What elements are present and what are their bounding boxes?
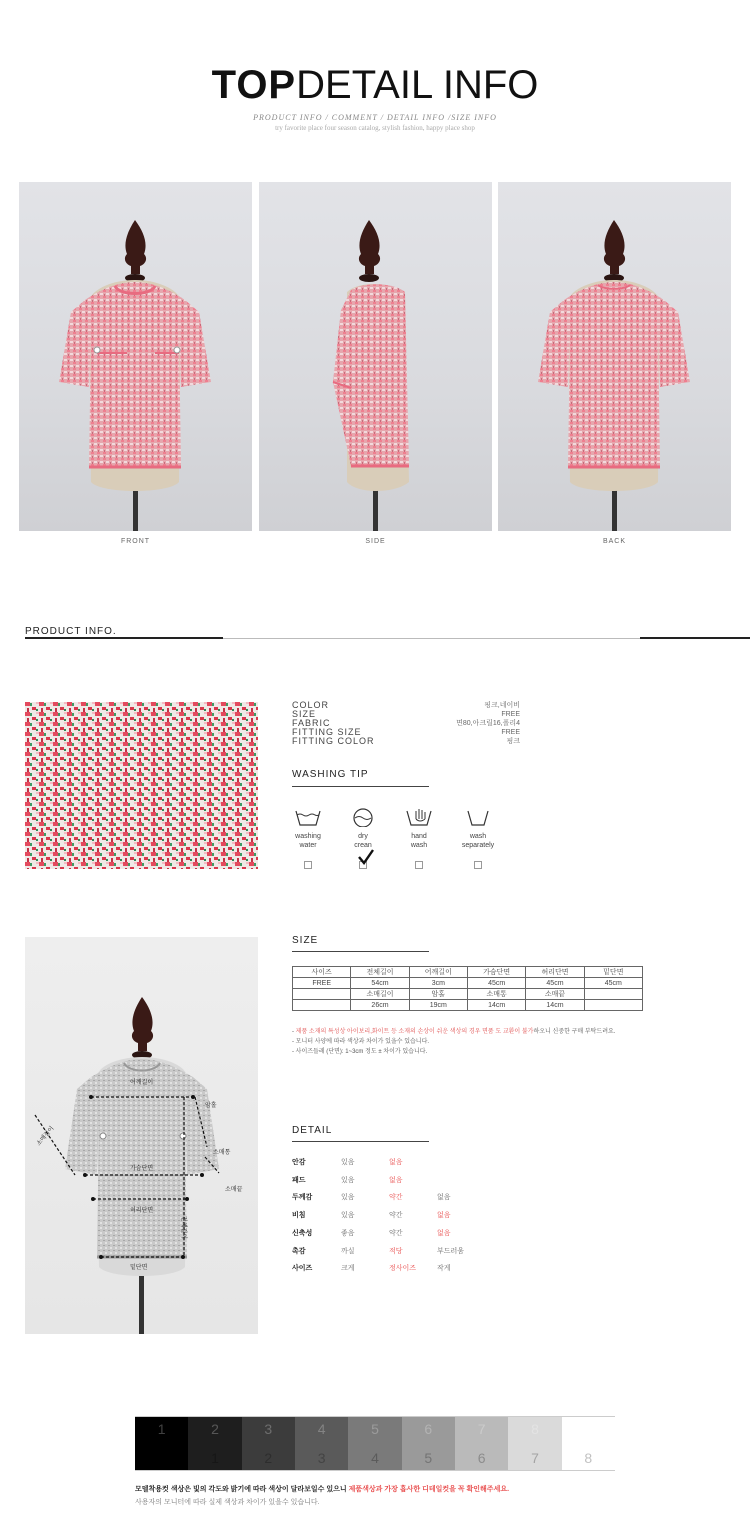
swatch-number-top: 4 <box>317 1421 326 1437</box>
product-info-heading: PRODUCT INFO. <box>25 626 117 637</box>
detail-option: 없음 <box>437 1229 451 1237</box>
wash-label-hand: hand wash <box>410 833 428 849</box>
table-cell <box>293 1000 351 1011</box>
wash-separately-icon <box>453 807 503 827</box>
spec-fabric-value: 면80,아크릴16,폴리4 <box>456 720 520 727</box>
color-swatch <box>348 1417 401 1470</box>
wash-label-separately: wash separately <box>461 833 495 849</box>
table-cell: 사이즈 <box>293 967 351 978</box>
divider <box>25 637 223 639</box>
footer-note-2: 사용자의 모니터에 따라 실제 색상과 차이가 있을수 있습니다. <box>135 1499 320 1506</box>
detail-heading: DETAIL <box>292 1125 333 1136</box>
label-sleeve-width: 소매통 <box>213 1150 231 1156</box>
swatch-number-bottom: 1 <box>211 1450 219 1466</box>
detail-row-label: 비침 <box>292 1212 306 1220</box>
size-heading: SIZE <box>292 935 319 946</box>
swatch-number-top: 8 <box>531 1421 539 1437</box>
detail-option: 크게 <box>341 1265 355 1273</box>
washing-tip-heading: WASHING TIP <box>292 769 369 780</box>
label-armhole: 암홀 <box>205 1103 217 1109</box>
checkmark-icon <box>357 849 375 865</box>
color-swatch <box>455 1417 508 1470</box>
table-cell: 밑단면 <box>584 967 642 978</box>
swatch-number-bottom: 2 <box>264 1450 273 1466</box>
divider <box>292 951 429 952</box>
table-cell: 26cm <box>351 1000 409 1011</box>
swatch-number-top: 7 <box>477 1421 486 1437</box>
detail-option: 작게 <box>437 1265 451 1273</box>
detail-row <box>292 1157 512 1169</box>
table-cell: 소매끝 <box>526 989 584 1000</box>
swatch-number-top: 1 <box>157 1421 166 1437</box>
table-row <box>293 1000 643 1011</box>
label-chest: 가슴단면 <box>130 1166 154 1172</box>
color-swatch <box>562 1417 615 1470</box>
table-cell: 45cm <box>584 978 642 989</box>
spec-color-value: 핑크,네이비 <box>484 702 520 709</box>
detail-option: 있음 <box>341 1194 355 1202</box>
detail-option: 약간 <box>389 1229 403 1237</box>
photo-back <box>498 182 731 531</box>
detail-option: 약간 <box>389 1212 403 1220</box>
dry-clean-icon <box>338 807 388 827</box>
table-row <box>293 978 643 989</box>
spec-fitting-color-value: 핑크 <box>506 738 520 745</box>
hand-wash-icon <box>394 807 444 827</box>
detail-row-label: 신축성 <box>292 1229 313 1237</box>
title-bold: TOP <box>211 63 297 107</box>
detail-option: 있음 <box>341 1159 355 1166</box>
table-cell <box>584 1000 642 1011</box>
label-hem: 밑단면 <box>130 1265 148 1271</box>
detail-row-label: 촉감 <box>292 1247 306 1255</box>
photo-side <box>259 182 492 531</box>
detail-option: 약간 <box>389 1194 403 1202</box>
swatch-number-top: 2 <box>211 1421 219 1437</box>
fabric-swatch-image <box>25 702 258 869</box>
detail-row-label: 두께감 <box>292 1194 313 1202</box>
table-cell: 45cm <box>467 978 525 989</box>
detail-option: 있음 <box>341 1176 355 1184</box>
label-total-length: 전체길이 <box>180 1215 187 1240</box>
table-cell: 54cm <box>351 978 409 989</box>
spec-fitting-color-label: FITTING COLOR <box>292 736 375 746</box>
color-swatch <box>295 1417 348 1470</box>
washing-water-checkbox <box>304 861 312 869</box>
tagline: try favorite place four season catalog, stylish fashion, happy place shop <box>275 124 475 132</box>
divider <box>292 786 429 787</box>
detail-row <box>292 1263 512 1275</box>
detail-row-label: 안감 <box>292 1159 306 1166</box>
table-cell: 전체길이 <box>351 967 409 978</box>
footer-note-1: 모델착용컷 색상은 빛의 각도와 밝기에 따라 색상이 달라보일수 있으니 제품색상과 가장 흡사한 디테일컷을 꼭 확인해주세요. <box>135 1486 510 1493</box>
size-table <box>292 966 643 1011</box>
photo-front <box>19 182 252 531</box>
table-cell: FREE <box>293 978 351 989</box>
divider <box>223 638 640 639</box>
detail-row-label: 사이즈 <box>292 1265 313 1273</box>
title-light: DETAIL INFO <box>296 63 539 107</box>
measurement-diagram <box>25 937 258 1334</box>
size-note-1: - 제품 소재의 특성상 아이보리,화이트 등 소재의 손상이 쉬운 색상의 경우 면품 도 교환이 불가하오니 신중한 구매 부탁드려요. <box>292 1029 616 1035</box>
caption-side: SIDE <box>365 538 386 545</box>
section-nav: PRODUCT INFO / COMMENT / DETAIL INFO /SIZE INFO <box>253 113 497 122</box>
label-shoulder: 어깨길이 <box>130 1080 154 1086</box>
detail-option: 없음 <box>437 1194 451 1202</box>
color-swatch <box>508 1417 561 1470</box>
swatch-number-bottom: 4 <box>371 1450 379 1466</box>
detail-option: 좋음 <box>341 1229 355 1237</box>
swatch-number-bottom: 3 <box>317 1450 326 1466</box>
table-cell: 19cm <box>409 1000 467 1011</box>
divider <box>292 1141 429 1142</box>
swatch-number-top: 5 <box>371 1421 379 1437</box>
detail-option: 없음 <box>389 1176 403 1184</box>
detail-option: 정사이즈 <box>389 1265 417 1273</box>
table-cell: 3cm <box>409 978 467 989</box>
detail-option: 적당 <box>389 1247 403 1255</box>
detail-row <box>292 1210 512 1222</box>
color-swatch <box>135 1417 188 1470</box>
size-note-2: - 모니터 사양에 따라 색상과 차이가 있을수 있습니다. <box>292 1039 430 1045</box>
detail-row-label: 패드 <box>292 1176 306 1184</box>
table-cell: 45cm <box>526 978 584 989</box>
table-cell: 허리단면 <box>526 967 584 978</box>
label-waist: 허리단면 <box>130 1208 154 1214</box>
monitor-color-scale <box>135 1416 615 1471</box>
detail-option: 없음 <box>437 1212 451 1220</box>
table-row <box>293 989 643 1000</box>
table-cell <box>293 989 351 1000</box>
caption-front: FRONT <box>120 538 151 545</box>
detail-row <box>292 1192 512 1204</box>
swatch-number-bottom: 7 <box>531 1450 539 1466</box>
detail-row <box>292 1175 512 1187</box>
hand-wash-checkbox <box>415 861 423 869</box>
page-title <box>0 62 750 108</box>
spec-fitting-size-value: FREE <box>501 729 520 736</box>
spec-fitting-size-label: FITTING SIZE <box>292 727 362 737</box>
table-cell: 어깨길이 <box>409 967 467 978</box>
detail-option: 없음 <box>389 1159 403 1166</box>
swatch-number-bottom: 6 <box>477 1450 486 1466</box>
detail-option: 부드러움 <box>437 1247 465 1255</box>
label-sleeve-length: 소매길이 <box>35 1125 56 1148</box>
spec-size-value: FREE <box>501 711 520 718</box>
table-cell: 소매통 <box>467 989 525 1000</box>
table-row <box>293 967 643 978</box>
detail-row <box>292 1246 512 1258</box>
wash-label-water: washing water <box>295 833 321 849</box>
spec-color-label: COLOR <box>292 700 330 710</box>
washing-water-icon <box>283 807 333 827</box>
swatch-number-top: 3 <box>264 1421 273 1437</box>
caption-back: BACK <box>602 538 627 545</box>
table-cell: 소매길이 <box>351 989 409 1000</box>
swatch-number-top: 6 <box>424 1421 433 1437</box>
swatch-number-bottom: 5 <box>424 1450 433 1466</box>
swatch-number-bottom: 8 <box>584 1450 593 1466</box>
detail-option: 까실 <box>341 1247 355 1255</box>
detail-option: 있음 <box>341 1212 355 1220</box>
wash-separately-checkbox <box>474 861 482 869</box>
table-cell: 14cm <box>526 1000 584 1011</box>
divider <box>640 637 750 639</box>
table-cell: 암홀 <box>409 989 467 1000</box>
color-swatch <box>188 1417 241 1470</box>
spec-size-label: SIZE <box>292 709 317 719</box>
table-cell: 가슴단면 <box>467 967 525 978</box>
label-sleeve-end: 소매끝 <box>225 1187 243 1193</box>
detail-row <box>292 1228 512 1240</box>
wash-label-dry: dry crean <box>354 833 372 849</box>
table-cell: 14cm <box>467 1000 525 1011</box>
size-note-3: - 사이즈들레 (단면): 1~3cm 정도 ± 차이가 있습니다. <box>292 1049 428 1055</box>
table-cell <box>584 989 642 1000</box>
spec-fabric-label: FABRIC <box>292 718 331 728</box>
color-swatch <box>242 1417 295 1470</box>
color-swatch <box>402 1417 455 1470</box>
